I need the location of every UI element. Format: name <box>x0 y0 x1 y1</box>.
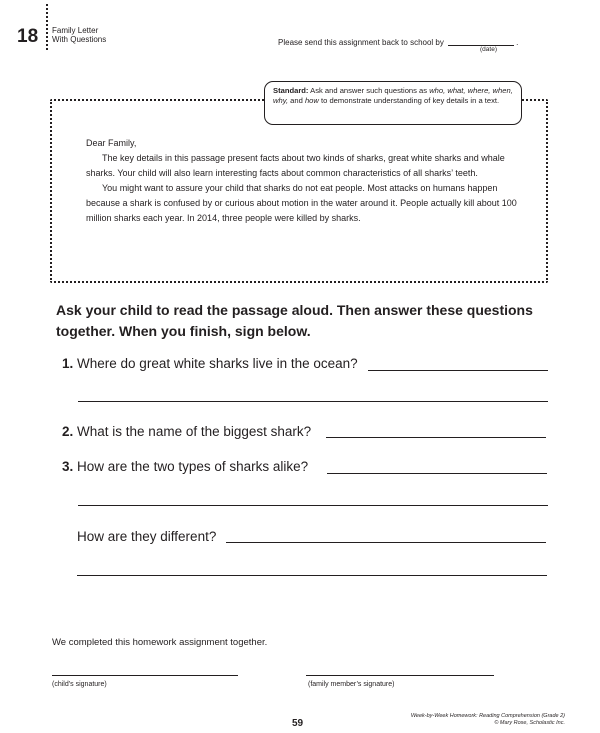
standard-text-a: Ask and answer such questions as <box>308 86 430 95</box>
family-signature-label: (family member’s signature) <box>308 681 395 688</box>
standard-how: how <box>304 96 319 105</box>
answer-3-line-1[interactable] <box>327 473 547 474</box>
answer-2-line[interactable] <box>326 437 546 438</box>
credit-line-2: © Mary Rose, Scholastic Inc. <box>494 720 565 726</box>
question-3-number: 3. <box>62 459 74 474</box>
answer-1-line-2[interactable] <box>78 401 548 402</box>
letter-paragraph-1: The key details in this passage present facts about two kinds of sharks, great white sharks and whale sharks. Your child will also learn interesting facts about common characteristics of all sharks’ teeth. <box>86 153 505 178</box>
standard-text-d: to demonstrate understanding of key details in a text. <box>318 96 500 105</box>
question-2-text: What is the name of the biggest shark? <box>77 424 312 439</box>
header-title-line1: Family Letter <box>52 26 99 35</box>
return-date-prefix: Please send this assignment back to school by <box>278 38 444 47</box>
question-2 <box>62 424 311 439</box>
credit-line <box>380 713 565 727</box>
header-title-line2: With Questions <box>52 35 107 44</box>
letter-paragraph-2: You might want to assure your child that sharks do not eat people. Most attacks on humans happen because a shark is confused by or curious about motion in the water around it. People actually kill about 100 million sharks each year. In 2014, three people were killed by sharks. <box>86 183 517 223</box>
question-3b <box>77 529 216 544</box>
child-signature-line[interactable] <box>52 675 238 676</box>
standard-label: Standard: <box>273 86 309 95</box>
answer-3-line-2[interactable] <box>78 505 548 506</box>
return-date-blank[interactable] <box>448 37 514 46</box>
header-divider <box>46 4 48 50</box>
question-1 <box>62 356 358 371</box>
question-2-number: 2. <box>62 424 74 439</box>
completed-statement: We completed this homework assignment together. <box>52 637 268 648</box>
question-3 <box>62 459 308 474</box>
standard-box <box>264 81 522 125</box>
answer-3b-line-1[interactable] <box>226 542 546 543</box>
question-3b-text: How are they different? <box>77 529 217 544</box>
answer-3b-line-2[interactable] <box>77 575 547 576</box>
family-signature-line[interactable] <box>306 675 494 676</box>
question-3-text: How are the two types of sharks alike? <box>77 459 309 474</box>
letter-greeting: Dear Family, <box>86 138 137 148</box>
week-number: 18 <box>17 26 39 47</box>
question-1-text: Where do great white sharks live in the ocean? <box>77 356 358 371</box>
standard-who: who, what, <box>429 86 466 95</box>
instructions: Ask your child to read the passage aloud. Then answer these questions together. When you finish, sign below. <box>56 302 533 339</box>
family-letter <box>86 136 526 226</box>
return-date-suffix: . <box>516 38 519 47</box>
question-1-number: 1. <box>62 356 74 371</box>
credit-line-1: Week-by-Week Homework: Reading Comprehension (Grade 2) <box>410 713 565 719</box>
page-number: 59 <box>292 718 304 729</box>
child-signature-label: (child’s signature) <box>52 681 107 688</box>
standard-text-c: and <box>288 96 305 105</box>
date-label: (date) <box>480 46 497 53</box>
standard-where: where, when, why, <box>273 86 513 105</box>
header-title <box>52 26 106 44</box>
answer-1-line-1[interactable] <box>368 370 548 371</box>
